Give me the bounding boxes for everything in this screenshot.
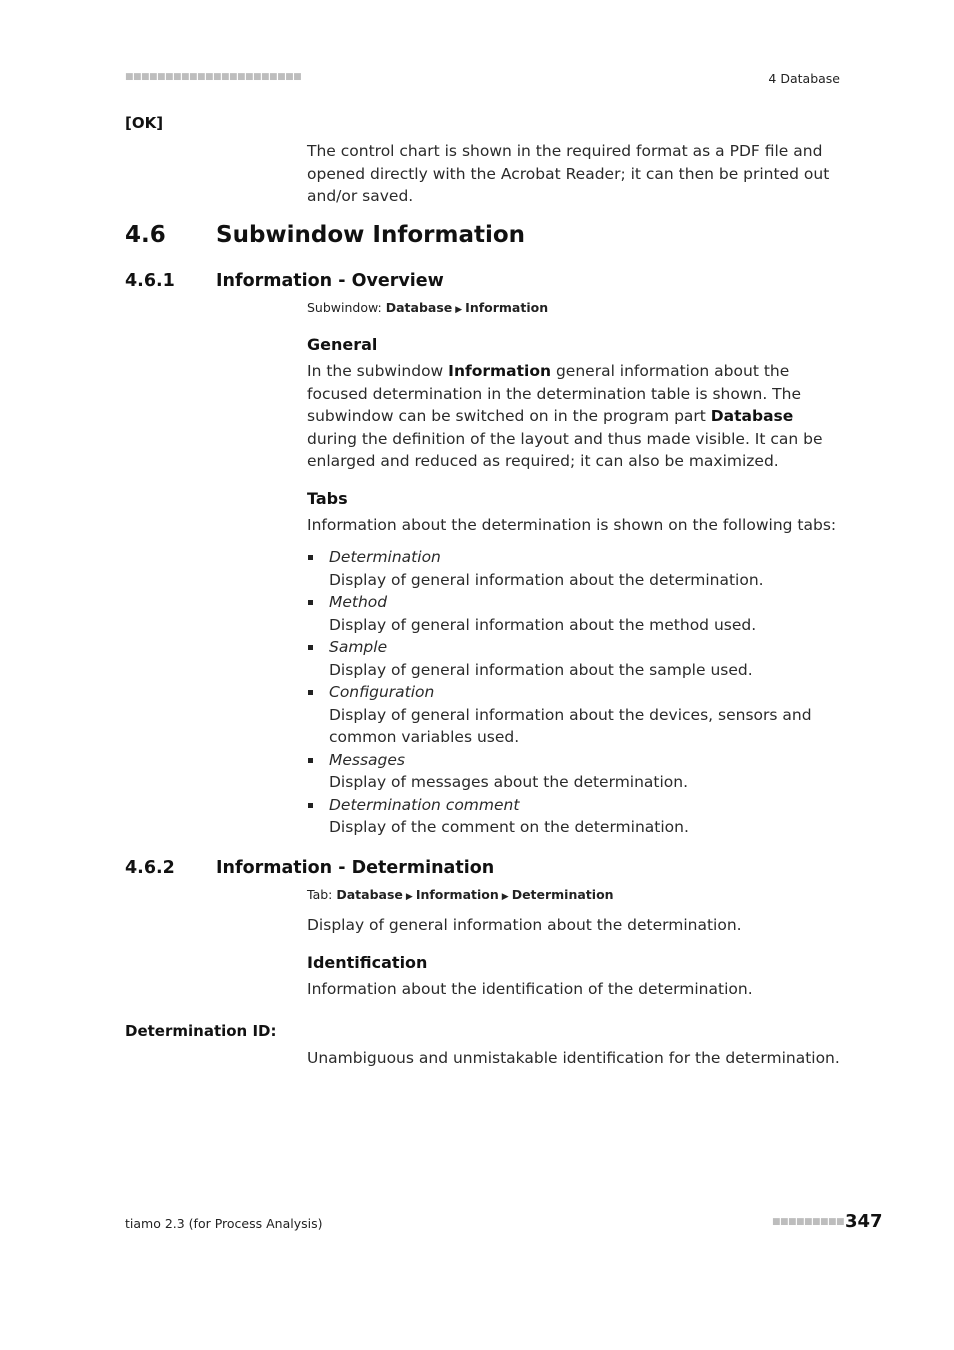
- tabs-list: [307, 546, 847, 839]
- tab-description: Display of general information about the method used.: [329, 615, 757, 634]
- section-number: 4.6.2: [125, 858, 175, 878]
- identification-text: Information about the identification of the determination.: [307, 980, 753, 998]
- tab-name: Sample: [329, 638, 388, 656]
- bold-term: Information: [448, 362, 552, 380]
- section-number: 4.6: [125, 222, 166, 248]
- section-title: Information - Determination: [216, 858, 495, 878]
- triangle-right-icon: ▶: [405, 892, 413, 902]
- determination-id-description: Unambiguous and unmistakable identification for the determination.: [307, 1049, 840, 1067]
- breadcrumb-item: Determination: [511, 887, 614, 902]
- list-item: [307, 794, 847, 839]
- page-number: 347: [845, 1211, 883, 1232]
- section-number: 4.6.1: [125, 271, 175, 291]
- section-heading-4-6-2: [125, 858, 494, 878]
- list-item: [307, 636, 847, 681]
- section-title: Subwindow Information: [216, 222, 526, 248]
- tab-name: Determination comment: [329, 795, 520, 814]
- breadcrumb: [307, 300, 548, 315]
- ok-term: [OK]: [125, 114, 164, 132]
- text-run: during the definition of the layout and thus made visible. It can be enlarged and reduced as required; it can also be maximized.: [307, 429, 823, 470]
- tab-description: Display of the comment on the determination.: [329, 818, 689, 836]
- square-bullet-icon: [308, 690, 313, 695]
- square-bullet-icon: [308, 555, 313, 560]
- square-bullet-icon: [308, 645, 313, 650]
- breadcrumb-item: Database: [385, 300, 453, 315]
- tab-description: Display of general information about the devices, sensors and common variables used.: [329, 705, 812, 746]
- tabs-heading: Tabs: [307, 489, 348, 508]
- general-heading: General: [307, 335, 378, 354]
- text-run: general information about the focused determination in the determination table is shown. The subwindow can be switched on in the program part: [307, 362, 802, 425]
- triangle-right-icon: ▶: [501, 892, 509, 902]
- section-title: Information - Overview: [216, 271, 444, 291]
- general-paragraph: [307, 360, 847, 473]
- square-bullet-icon: [308, 803, 313, 808]
- square-bullet-icon: [308, 600, 313, 605]
- tab-name: Messages: [329, 750, 406, 769]
- section-heading-4-6: [125, 222, 525, 248]
- tab-name: Method: [329, 593, 388, 611]
- identification-heading: Identification: [307, 953, 428, 972]
- ok-description: The control chart is shown in the required format as a PDF file and opened directly with the Acrobat Reader; it can then be printed out and/or saved.: [307, 142, 830, 205]
- tabs-intro: Information about the determination is shown on the following tabs:: [307, 516, 837, 534]
- tab-description: Display of messages about the determination.: [329, 773, 689, 791]
- determination-id-term: Determination ID:: [125, 1022, 277, 1040]
- list-item: [307, 749, 847, 794]
- footer-decoration: ■■■■■■■■■: [772, 1217, 845, 1227]
- section-heading-4-6-1: [125, 271, 444, 291]
- text-run: In the subwindow: [307, 362, 449, 380]
- square-bullet-icon: [308, 758, 313, 763]
- footer-product: tiamo 2.3 (for Process Analysis): [125, 1216, 323, 1231]
- breadcrumb-item: Information: [465, 300, 549, 315]
- breadcrumb-item: Information: [415, 887, 499, 902]
- header-decoration: ■■■■■■■■■■■■■■■■■■■■■■: [125, 72, 302, 82]
- tab-name: Determination: [329, 548, 441, 566]
- list-item: [307, 546, 847, 591]
- list-item: [307, 681, 847, 749]
- triangle-right-icon: ▶: [455, 305, 463, 315]
- breadcrumb: [307, 887, 614, 902]
- tab-name: Configuration: [329, 683, 435, 701]
- chapter-label: 4 Database: [768, 71, 840, 86]
- breadcrumb-prefix: Subwindow:: [307, 300, 386, 315]
- tab-description: Display of general information about the determination.: [329, 570, 764, 589]
- list-item: [307, 591, 847, 636]
- breadcrumb-item: Database: [336, 887, 403, 902]
- bold-term: Database: [710, 407, 794, 425]
- tab-description: Display of general information about the sample used.: [329, 660, 753, 679]
- breadcrumb-prefix: Tab:: [307, 887, 337, 902]
- determination-intro: Display of general information about the determination.: [307, 916, 742, 934]
